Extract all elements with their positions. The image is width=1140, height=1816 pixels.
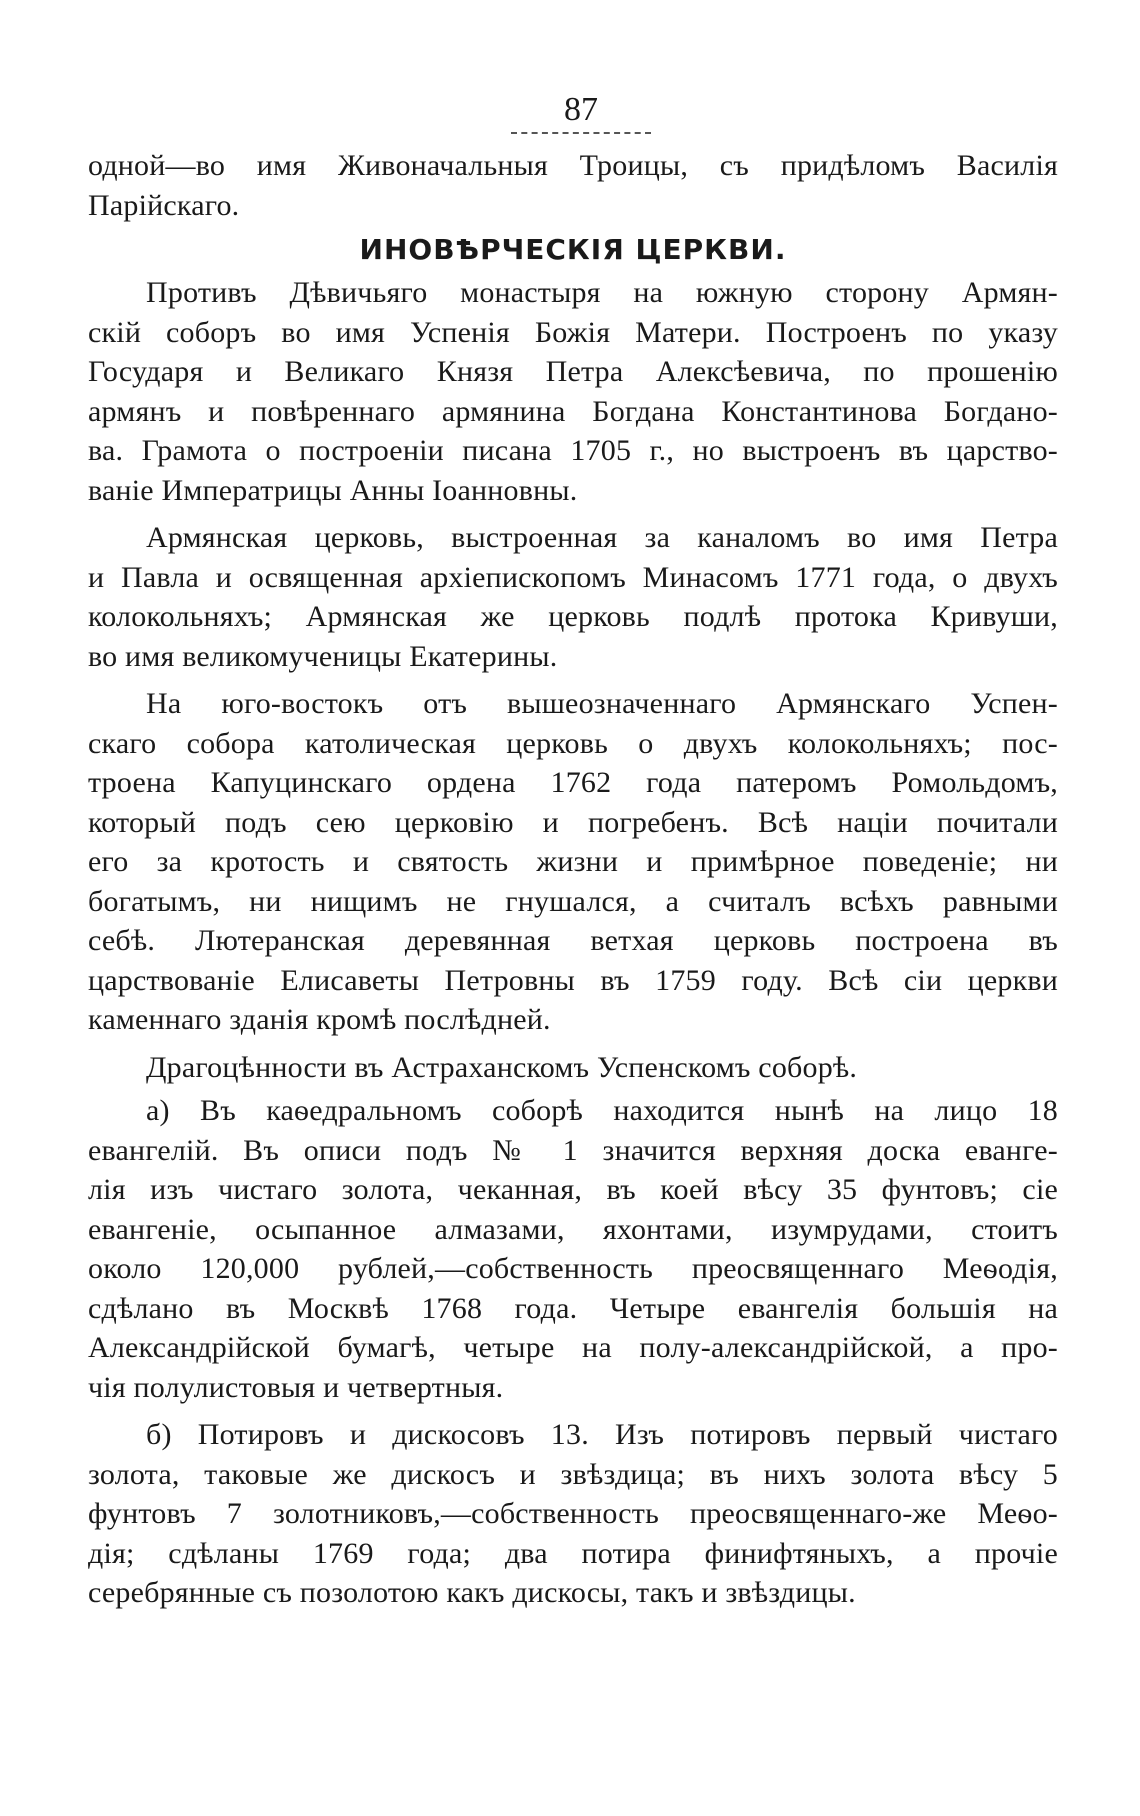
section-heading: ИНОВѢРЧЕСКІЯ ЦЕРКВИ. xyxy=(359,233,787,266)
text-line: евангелій. Въ описи подъ № 1 значится верхняя доска еванге- xyxy=(88,1133,1058,1167)
page-number-rule xyxy=(511,132,651,134)
document-page xyxy=(88,90,1058,1621)
text-line: богатымъ, ни нищимъ не гнушался, а считалъ всѣхъ равными xyxy=(88,884,1058,918)
text-line: чія полулистовыя и четвертныя. xyxy=(88,1370,504,1404)
text-line: около 120,000 рублей,—собственность преосвященнаго Меѳодія, xyxy=(88,1252,1058,1285)
text-line: одной—во имя Живоначальныя Троицы, съ придѣломъ Василія xyxy=(88,149,1058,182)
paragraph-carryover xyxy=(88,146,1058,225)
text-line: армянъ и повѣреннаго армянина Богдана Константинова Богдано- xyxy=(88,394,1058,428)
text-line: Александрійской бумагѣ, четыре на полу-александрійской, а про- xyxy=(88,1331,1058,1364)
text-line: Армянская церковь, выстроенная за каналомъ во имя Петра xyxy=(146,521,1058,554)
text-line: серебрянные съ позолотою какъ дискосы, такъ и звѣздицы. xyxy=(88,1576,856,1609)
paragraph-armenian-churches xyxy=(88,518,1058,676)
text-line: Государя и Великаго Князя Петра Алексѣевича, по прошенію xyxy=(88,355,1058,388)
text-line: золота, таковые же дискосъ и звѣздица; въ нихъ золота вѣсу 5 xyxy=(88,1457,1058,1491)
text-line: дія; сдѣланы 1769 года; два потира финифтяныхъ, а прочіе xyxy=(88,1536,1058,1570)
text-line: Противъ Дѣвичьяго монастыря на южную сторону Армян- xyxy=(146,276,1058,309)
text-line: и Павла и освященная архіепископомъ Минасомъ 1771 года, о двухъ xyxy=(88,560,1058,594)
text-line: троена Капуцинскаго ордена 1762 года патеромъ Ромольдомъ, xyxy=(88,766,1058,799)
text-line: б) Потировъ и дискосовъ 13. Изъ потировъ первый чистаго xyxy=(146,1418,1058,1451)
text-line: На юго-востокъ отъ вышеозначеннаго Армянскаго Успен- xyxy=(146,687,1058,720)
text-line: евангеніе, осыпанное алмазами, яхонтами, изумрудами, стоитъ xyxy=(88,1212,1058,1246)
text-line: во имя великомученицы Екатерины. xyxy=(88,639,558,673)
text-line: его за кротость и святость жизни и примѣрное поведеніе; ни xyxy=(88,845,1058,878)
paragraph-treasures-title xyxy=(88,1048,1058,1088)
text-line: фунтовъ 7 золотниковъ,—собственность преосвященнаго-же Меѳо- xyxy=(88,1497,1058,1530)
text-line: который подъ сею церковію и погребенъ. Всѣ націи почитали xyxy=(88,805,1058,839)
paragraph-gospels xyxy=(88,1091,1058,1407)
paragraph-armenian-cathedral xyxy=(88,273,1058,510)
text-line: ваніе Императрицы Анны Іоанновны. xyxy=(88,473,578,507)
text-line: лія изъ чистаго золота, чеканная, въ коей вѣсу 35 фунтовъ; сіе xyxy=(88,1173,1058,1206)
text-line: Драгоцѣнности въ Астраханскомъ Успенскомъ соборѣ. xyxy=(146,1050,858,1084)
text-line: колокольняхъ; Армянская же церковь подлѣ протока Кривуши, xyxy=(88,600,1058,633)
paragraph-chalices xyxy=(88,1415,1058,1613)
text-line: царствованіе Елисаветы Петровны въ 1759 году. Всѣ сіи церкви xyxy=(88,963,1058,997)
page-number: 87 xyxy=(564,91,598,128)
text-line: а) Въ каѳедральномъ соборѣ находится нынѣ на лицо 18 xyxy=(146,1094,1058,1127)
text-line: сдѣлано въ Москвѣ 1768 года. Четыре евангелія большія на xyxy=(88,1291,1058,1325)
text-line: ва. Грамота о построеніи писана 1705 г., но выстроенъ въ царство- xyxy=(88,434,1058,467)
text-line: каменнаго зданія кромѣ послѣдней. xyxy=(88,1003,551,1036)
text-line: Парійскаго. xyxy=(88,188,240,222)
text-line: скаго собора католическая церковь о двухъ колокольняхъ; пос- xyxy=(88,726,1058,760)
paragraph-catholic-lutheran xyxy=(88,684,1058,1040)
text-line: скій соборъ во имя Успенія Божія Матери. Построенъ по указу xyxy=(88,315,1058,349)
text-line: себѣ. Лютеранская деревянная ветхая церковь построена въ xyxy=(88,924,1058,957)
